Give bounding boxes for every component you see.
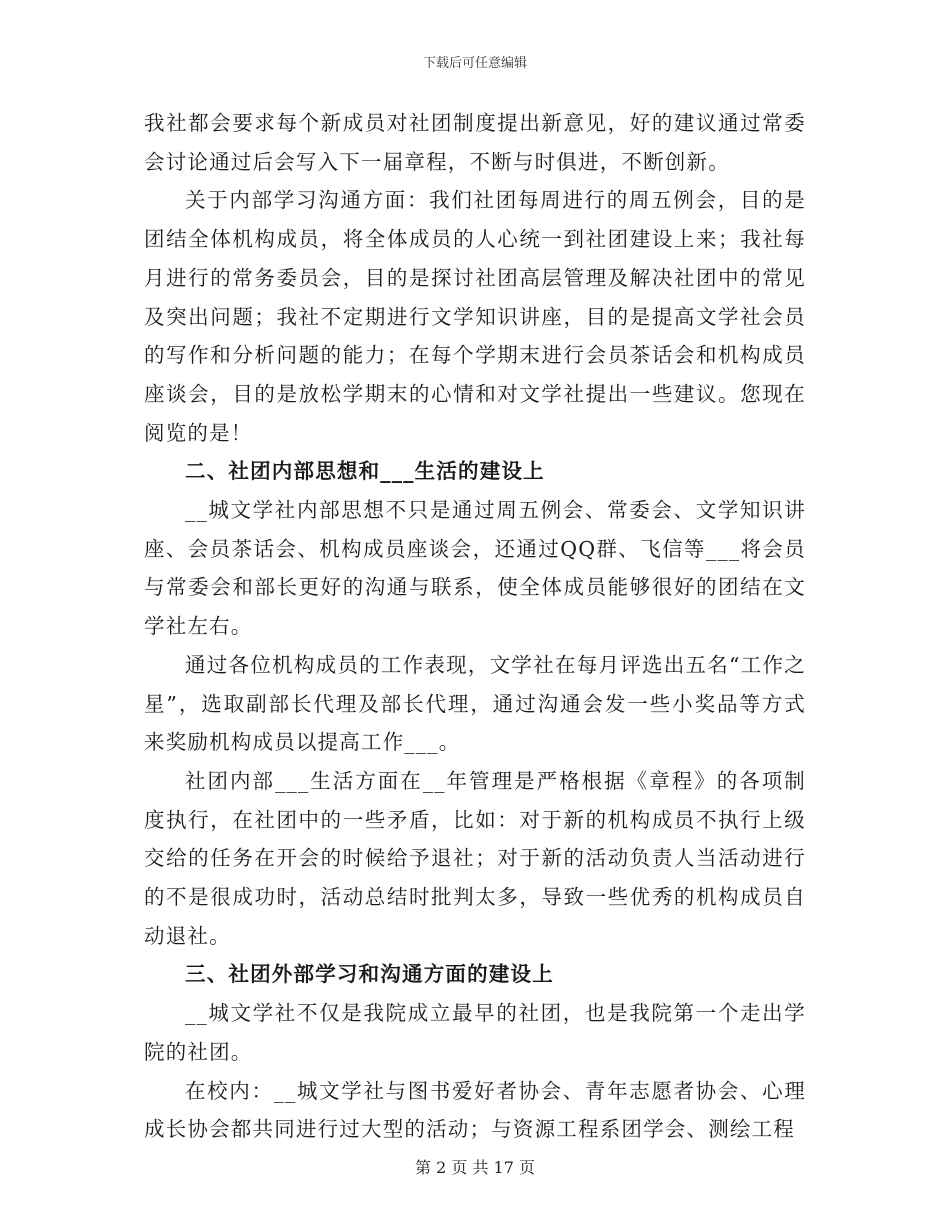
paragraph-work-star: 通过各位机构成员的工作表现，文学社在每月评选出五名“工作之星”，选取副部长代理及部长代理，通过沟通会发一些小奖品等方式来奖励机构成员以提高工作___。 xyxy=(144,652,806,755)
page-header-note: 下载后可任意编辑 xyxy=(422,56,527,71)
page-number: 第 2 页 共 17 页 xyxy=(415,1158,535,1177)
section-heading-2: 二、社团内部思想和___生活的建设上 xyxy=(185,459,545,484)
paragraph-continuation: 我社都会要求每个新成员对社团制度提出新意见，好的建议通过常委会讨论通过后会写入下一届章程，不断与时俱进，不断创新。 xyxy=(144,111,806,174)
section-heading-3: 三、社团外部学习和沟通方面的建设上 xyxy=(185,962,554,987)
document-body xyxy=(144,104,806,1149)
paragraph-internal-communication: 关于内部学习沟通方面：我们社团每周进行的周五例会，目的是团结全体机构成员，将全体成员的人心统一到社团建设上来；我社每月进行的常务委员会，目的是探讨社团高层管理及解决社团中的常见及突出问题；我社不定期进行文学知识讲座，目的是提高文学社会员的写作和分析问题的能力；在每个学期末进行会员茶话会和机构成员座谈会，目的是放松学期末的心情和对文学社提出一些建议。您现在阅览的是！ xyxy=(144,188,806,445)
paragraph-internal-life: 社团内部___生活方面在__年管理是严格根据《章程》的各项制度执行，在社团中的一些矛盾，比如：对于新的机构成员不执行上级交给的任务在开会的时候给予退社；对于新的活动负责人当活动进行的不是很成功时，活动总结时批判太多，导致一些优秀的机构成员自动退社。 xyxy=(144,768,806,948)
paragraph-internal-thought: __城文学社内部思想不只是通过周五例会、常委会、文学知识讲座、会员茶话会、机构成员座谈会，还通过QQ群、飞信等___将会员与常委会和部长更好的沟通与联系，使全体成员能够很好的团结在文学社左右。 xyxy=(144,498,806,639)
paragraph-earliest-club: __城文学社不仅是我院成立最早的社团，也是我院第一个走出学院的社团。 xyxy=(144,1001,806,1064)
paragraph-on-campus: 在校内：__城文学社与图书爱好者协会、青年志愿者协会、心理成长协会都共同进行过大型的活动；与资源工程系团学会、测绘工程 xyxy=(144,1078,806,1142)
